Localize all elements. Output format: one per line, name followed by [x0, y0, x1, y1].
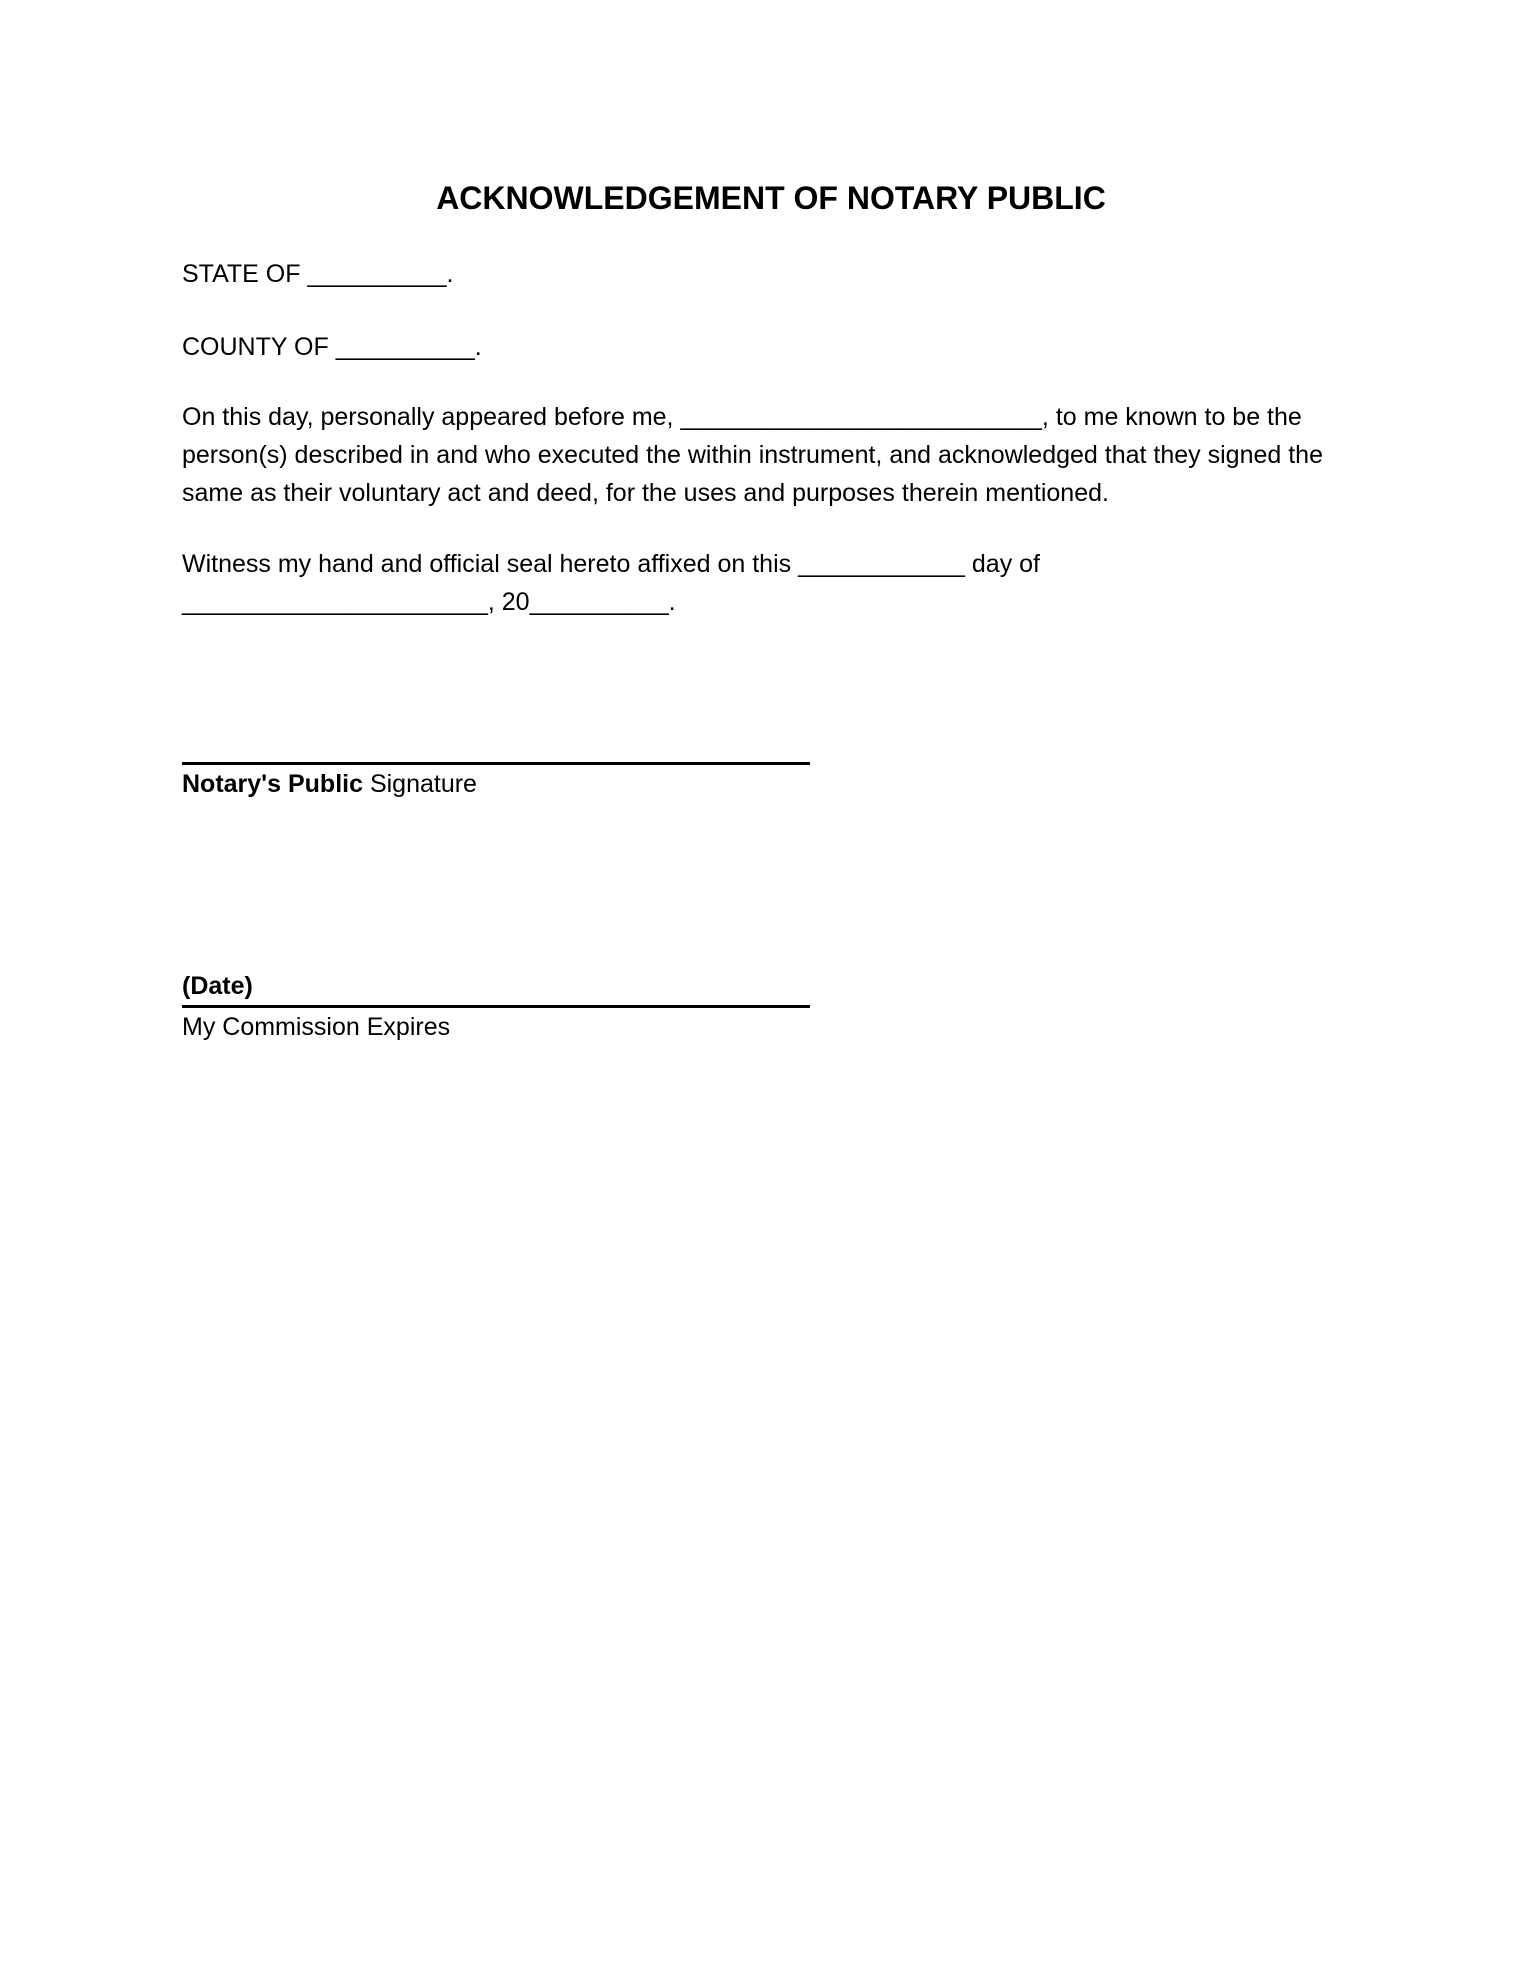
date-label: (Date) [182, 972, 253, 1000]
acknowledgement-paragraph [182, 398, 1360, 512]
state-blank: __________ [307, 260, 447, 288]
witness-paragraph-line: ______________________, 20__________. [182, 588, 676, 616]
state-period: . [446, 260, 454, 288]
county-line [182, 328, 1360, 366]
acknowledgement-paragraph-line: On this day, personally appeared before me, __________________________, to me known to be the [182, 403, 1302, 431]
date-block [182, 967, 1360, 1046]
state-label: STATE OF [182, 260, 308, 288]
county-period: . [474, 333, 482, 361]
notary-signature-label-bold: Notary's Public [182, 770, 363, 798]
notary-signature-block [182, 762, 810, 803]
county-blank: __________ [335, 333, 475, 361]
date-signature-line [182, 967, 810, 1008]
witness-paragraph-line: Witness my hand and official seal hereto affixed on this ____________ day of [182, 550, 1040, 578]
witness-paragraph [182, 545, 1360, 621]
notary-signature-label [182, 765, 810, 803]
acknowledgement-paragraph-line: person(s) described in and who executed the within instrument, and acknowledged that they signed the [182, 441, 1323, 469]
notary-signature-label-regular: Signature [363, 770, 477, 798]
commission-expires-label: My Commission Expires [182, 1013, 451, 1041]
document-title: ACKNOWLEDGEMENT OF NOTARY PUBLIC [436, 180, 1106, 216]
acknowledgement-paragraph-line: same as their voluntary act and deed, for the uses and purposes therein mentioned. [182, 479, 1109, 507]
county-label: COUNTY OF [182, 333, 336, 361]
state-line [182, 255, 1360, 293]
